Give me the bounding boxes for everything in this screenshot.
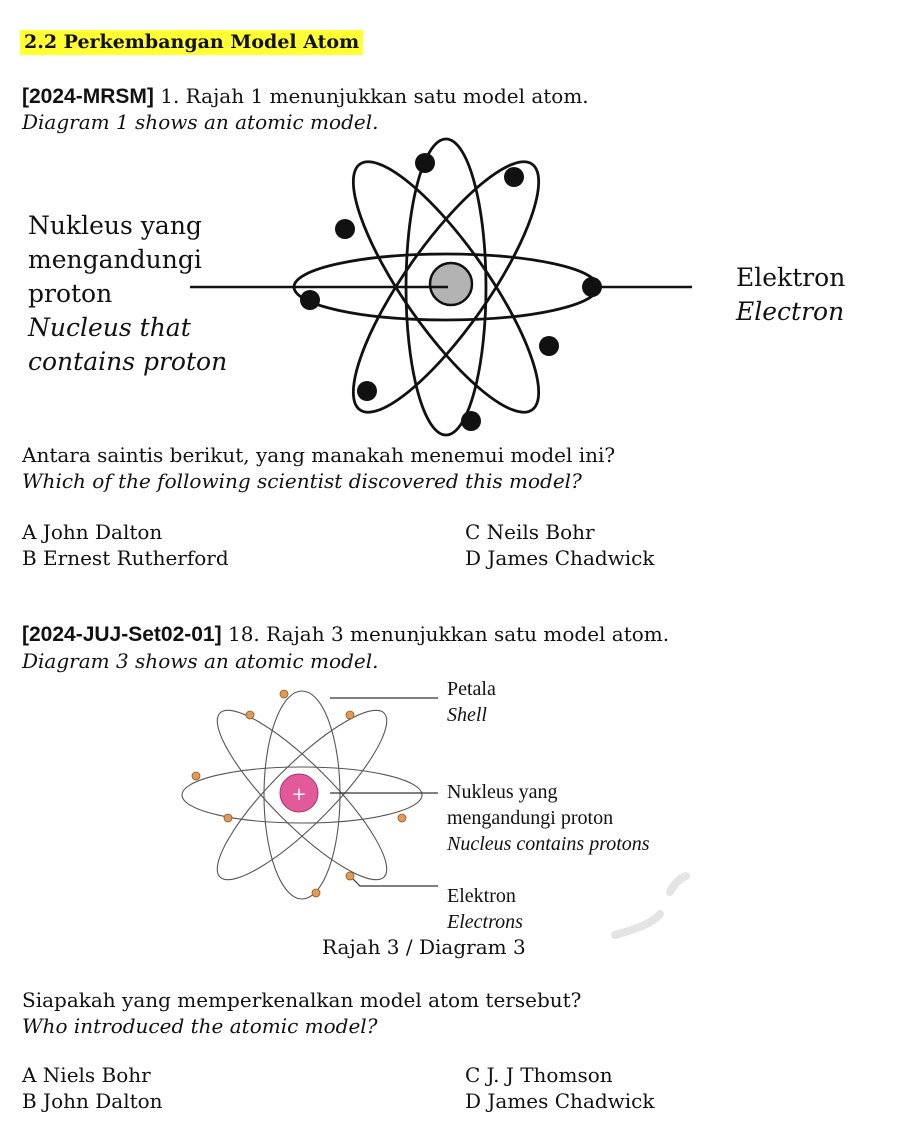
atom-3-electron-pointer	[352, 878, 438, 886]
atom-3-electron	[246, 711, 254, 719]
q2-tag: [2024-JUJ-Set02-01]	[22, 623, 222, 646]
q1-label-nucleus-ms-1: Nukleus yang	[28, 211, 202, 240]
atom-3-electron	[312, 889, 320, 897]
q2-label-shell-ms: Petala	[447, 678, 496, 700]
q1-label-electron-ms: Elektron	[736, 263, 846, 292]
q2-prompt-en: Who introduced the atomic model?	[22, 1014, 378, 1038]
q2-label-electron-en: Electrons	[447, 911, 523, 933]
atom-3-electron	[280, 690, 288, 698]
q1-label-nucleus-ms-2: mengandungi	[28, 245, 202, 274]
section-title: 2.2 Perkembangan Model Atom	[20, 30, 363, 55]
q1-option-b[interactable]: B Ernest Rutherford	[22, 546, 229, 570]
q1-text-ms: 1. Rajah 1 menunjukkan satu model atom.	[160, 84, 589, 108]
q2-prompt-ms: Siapakah yang memperkenalkan model atom tersebut?	[22, 988, 582, 1012]
q1-option-d[interactable]: D James Chadwick	[465, 546, 655, 570]
q1-tag: [2024-MRSM]	[22, 85, 154, 108]
q2-text-en: Diagram 3 shows an atomic model.	[22, 649, 379, 673]
atom-3-electron	[224, 814, 232, 822]
atom-3-nucleus-plus: +	[291, 784, 307, 805]
q2-label-nucleus-ms-1: Nukleus yang	[447, 781, 558, 803]
q2-text-ms: 18. Rajah 3 menunjukkan satu model atom.	[227, 622, 670, 646]
atom-3-electron	[346, 872, 354, 880]
q1-label-nucleus-en-2: contains proton	[28, 347, 228, 376]
q1-text-en: Diagram 1 shows an atomic model.	[22, 110, 379, 134]
q2-label-nucleus-en: Nucleus contains protons	[447, 833, 650, 855]
watermark-swoosh	[615, 876, 686, 935]
q1-option-c[interactable]: C Neils Bohr	[465, 520, 595, 544]
q1-label-nucleus-ms-3: proton	[28, 279, 113, 308]
q1-prompt-ms: Antara saintis berikut, yang manakah menemui model ini?	[22, 443, 616, 467]
atom-3-electron	[192, 772, 200, 780]
q2-option-a[interactable]: A Niels Bohr	[22, 1063, 151, 1087]
q1-prompt-en: Which of the following scientist discovered this model?	[22, 469, 582, 493]
q2-label-electron-ms: Elektron	[447, 885, 516, 907]
q2-label-nucleus-ms-2: mengandungi proton	[447, 807, 614, 829]
q2-option-d[interactable]: D James Chadwick	[465, 1089, 655, 1113]
q2-label-shell-en: Shell	[447, 704, 487, 726]
q2-caption: Rajah 3 / Diagram 3	[322, 935, 526, 959]
q1-label-electron-en: Electron	[736, 297, 845, 326]
q1-label-nucleus-en-1: Nucleus that	[28, 313, 191, 342]
q2-option-c[interactable]: C J. J Thomson	[465, 1063, 613, 1087]
q1-option-a[interactable]: A John Dalton	[22, 520, 163, 544]
q2-option-b[interactable]: B John Dalton	[22, 1089, 163, 1113]
atom-3-electron	[398, 814, 406, 822]
atom-3-electron	[346, 711, 354, 719]
